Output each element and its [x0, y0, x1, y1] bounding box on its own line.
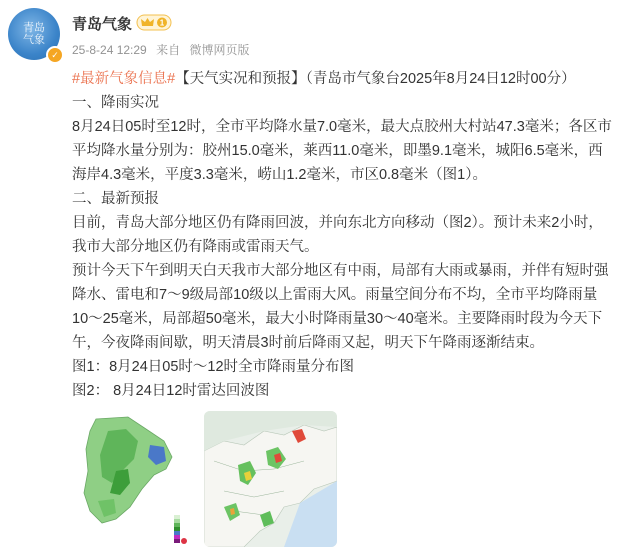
verified-badge-icon: ✓	[46, 46, 64, 64]
radar-echo-image[interactable]	[204, 411, 337, 547]
headline-line	[72, 67, 612, 91]
hashtag-link[interactable]: #最新气象信息#	[72, 71, 176, 87]
radar-map-graphic	[204, 411, 337, 547]
post-body	[72, 67, 612, 403]
post-meta	[72, 41, 255, 58]
account-name[interactable]: 青岛气象	[72, 16, 133, 33]
section1-title: 一、降雨实况	[72, 95, 159, 111]
section2-text1: 目前，青岛大部分地区仍有降雨回波，并向东北方向移动（图2）。预计未来2小时，我市大部分地区仍有降雨或雷雨天气。	[72, 215, 603, 255]
source-prefix: 来自	[156, 43, 181, 57]
avatar-logo: 青岛 气象	[23, 21, 45, 46]
caption2: 图2： 8月24日12时雷达回波图	[72, 383, 270, 399]
section1-text: 8月24日05时至12时，全市平均降水量7.0毫米，最大点胶州大村站47.3毫米；各区市平均降水量分别为：胶州15.0毫米，莱西11.0毫米，即墨9.1毫米，城阳6.5毫米，西海岸4.3毫米，平度3.3毫米，崂山1.2毫米，市区0.8毫米（图1）。	[72, 119, 612, 183]
section2-text2: 预计今天下午到明天白天我市大部分地区有中雨，局部有大雨或暴雨，并伴有短时强降水、雷电和7～9级局部10级以上雷雨大风。雨量空间分布不均，全市平均降雨量10～25毫米，局部超50毫米，最大小时降雨量30～40毫米。主要降雨时段为今天下午，今夜降雨间歇，明天清晨3时前后降雨又起，明天下午降雨逐渐结束。	[72, 263, 609, 351]
caption1: 图1：8月24日05时～12时全市降雨量分布图	[72, 359, 355, 375]
rainfall-map-graphic	[68, 411, 198, 547]
vip-level: 1	[159, 18, 165, 28]
post-source: 微博网页版	[189, 43, 250, 57]
vip-badge-icon[interactable]	[136, 14, 172, 31]
headline: 【天气实况和预报】（青岛市气象台2025年8月24日12时00分）	[175, 71, 576, 87]
post-time[interactable]: 25-8-24 12:29	[72, 43, 147, 57]
section2-title: 二、最新预报	[72, 191, 159, 207]
image-gallery	[68, 411, 337, 547]
rainfall-map-image[interactable]	[68, 411, 198, 547]
